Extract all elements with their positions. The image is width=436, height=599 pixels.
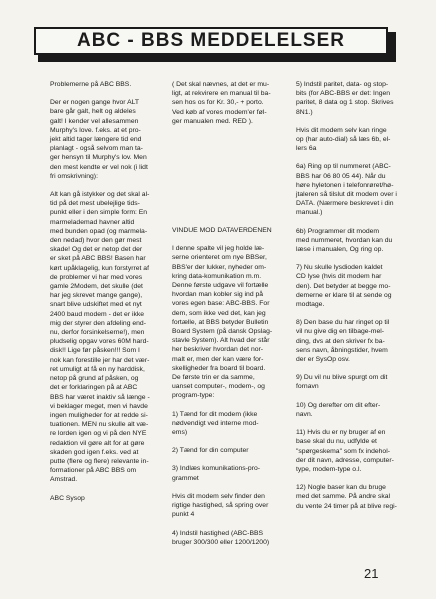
step-item: 6a) Ring op til nummeret (ABC- BBS har 06 80 05 44). Når du høre hyletonen i telefonrøret/hø- jtaleren så tilslut dit modem over i DATA. (Nærmere beskrevet i din manual.): [296, 163, 397, 217]
paragraph: Der er nogen gange hvor ALT bare går galt, helt og aldeles galt! I kender vel allesammen Murphy's love. f.eks. at et pro- jekt altid tager længere tid end planlagt - også selvom man ta- ger hensyn til Murphy's lov. Men den mest kendte er vel nok (i lidt fri omskrivning):: [50, 99, 148, 180]
signature: ABC Sysop: [50, 494, 85, 502]
paragraph: ( Det skal nævnes, at det er mu- ligt, at rekvirere en manual til ba- sen hos os for Kr. 30,- + porto. Ved køb af vores modem'er føl- ger manualen med. RED ).: [172, 81, 271, 125]
page-number: 21: [364, 566, 379, 581]
step-item: 10) Og derefter om dit efter- navn.: [296, 401, 381, 418]
section-heading: VINDUE MOD DATAVERDENEN: [172, 227, 272, 235]
column-3: [296, 80, 406, 520]
step-item: 7) Nu skulle lysdioden kaldet CD lyse (hvis dit modem har den). Det betyder at begge mo- demerne er klare til at sende og modtage.: [296, 264, 392, 309]
step-item: 6b) Programmer dit modem med nummeret, hvordan kan du læse i manualen, Og ring op.: [296, 227, 393, 254]
column-2: [172, 80, 282, 556]
paragraph: Alt kan gå istykker og det skal al- tid på det mest ubelejlige tids- punkt eller i den simple form: En marmelademad havner altid med bunden opad (og marmela- den nedad) hvor den gør mest skade! Og det er netop det der er sket på ABC BBS! Basen har kørt upåklagelig, kun forstyrret af de problemer vi har med vores gamle 2Modem, det skulle (det har jeg skrevet mange gange), snart blive udskiftet med et nyt 2400 baud modem - det er ikke mig der styrer den afdeling end- nu, derfor forsinkelserne!), men pludselig opgav vores 60M hard- disk!! Lige før påsken!!! Som I nok kan forestille jer har det vær- ret umuligt at få en ny harddisk, netop på grund af påsken, og det er forklaringen på at ABC BBS har været inaktiv så længe - vi beklager meget, men vi havde ingen muligheder for at redde si- tuationen. MEN nu skulle alt væ- re lorden igen og vi på den NYE redaktion vil gøre alt for at gøre skaden god igen f.eks. ved at putte (flere og flere) relevante in- formationer på ABC BBS om Amstrad.: [50, 191, 150, 484]
paragraph: Hvis dit modem selv kan ringe op (har auto-dial) så læs 6b, el- lers 6a: [296, 126, 391, 153]
step-item: 9) Du vil nu blive spurgt om dit fornavn: [296, 374, 388, 391]
paragraph: I denne spalte vil jeg holde læ- serne orienteret om nye BBSer, BBS'er der lukker, nyheder om- kring data-komunikation m.m. Denne første udgave vil fortælle hvordan man kobler sig ind på vores egen base: ABC-BBS. For dem, som ikke ved det, kan jeg fortælle, at BBS betyder Bulletin Board System (på dansk Opslag- stavle System). Alt hvad der står her beskriver hvordan det nor- malt er, men der kan være for- skelligheder fra board til board. De første trin er da samme, uanset computer-, modem-, og program-type:: [172, 245, 273, 400]
step-item: 3) Indlæs komunikations-pro- grammet: [172, 465, 261, 482]
step-item: 4) Indstil hastighed (ABC-BBS bruger 300/300 eller 1200/1200): [172, 529, 270, 546]
step-item: 1) Tænd for dit modem (ikke nødvendigt ved interne mod- ems): [172, 410, 259, 437]
column-1: [50, 80, 168, 512]
page-title: ABC - BBS MEDDELELSER: [76, 30, 345, 51]
step-item: 2) Tænd for din computer: [172, 447, 249, 455]
step-item: 12) Nogle baser kan du bruge med det samme. På andre skal du vente 24 timer på at blive regi-: [296, 484, 397, 510]
paragraph: Hvis dit modem selv finder den rigtige hastighed, så spring over punkt 4: [172, 492, 269, 519]
paragraph: Problemerne på ABC BBS.: [50, 81, 132, 88]
step-item: 11) Hvis du er ny bruger af en base skal du nu, udfylde et "spørgeskema" som fx indehol- der dit navn, adresse, computer- type, modem-type o.l.: [296, 429, 394, 473]
step-item: 8) Den base du har ringet op til vil nu give dig en tilbage-mel- ding, dvs at den skriver fx ba- sens navn, åbningstider, hvem der er SysOp osv.: [296, 319, 390, 364]
step-item: 5) Indstil paritet, data- og stop- bits (for ABC-BBS er det: Ingen paritet, 8 data og 1 stop. Skrives 8N1.): [296, 81, 394, 116]
title-banner: [34, 27, 388, 55]
